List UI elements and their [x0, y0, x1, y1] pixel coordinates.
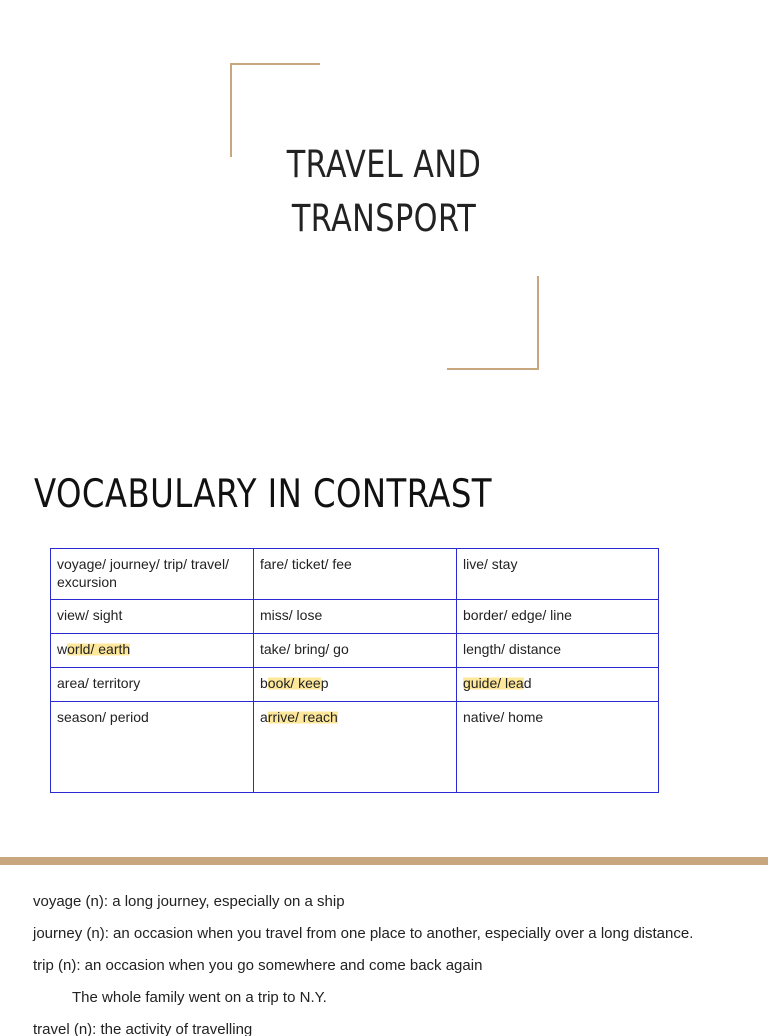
definition-voyage: voyage (n): a long journey, especially on a ship: [33, 893, 345, 910]
definitions-list: [33, 888, 753, 1036]
cell-text: p: [320, 675, 329, 691]
table-cell: border/ edge/ line: [457, 600, 659, 634]
section-heading: VOCABULARY IN CONTRAST: [34, 472, 493, 517]
table-cell: view/ sight: [51, 600, 254, 634]
definition-journey: journey (n): an occasion when you travel from one place to another, especially over a long distance.: [33, 925, 694, 942]
table-cell: area/ territory: [51, 668, 254, 702]
title-line-1: TRAVEL AND: [286, 143, 482, 186]
cell-text: d: [523, 675, 532, 691]
cell-text: a: [260, 709, 268, 725]
example-trip: The whole family went on a trip to N.Y.: [72, 989, 327, 1006]
table-row: [51, 634, 659, 668]
vocabulary-table: [50, 548, 659, 793]
table-row: [51, 549, 659, 600]
table-cell: live/ stay: [457, 549, 659, 600]
table-cell: miss/ lose: [254, 600, 457, 634]
table-cell: length/ distance: [457, 634, 659, 668]
highlighted-text: rrive/ reach: [267, 709, 338, 725]
highlighted-text: orld/ earth: [67, 641, 131, 657]
corner-bracket-bottom-right: [447, 276, 539, 370]
table-cell: [254, 702, 457, 793]
table-cell: season/ period: [51, 702, 254, 793]
page-divider: [0, 857, 768, 865]
definition-trip: trip (n): an occasion when you go somewhere and come back again: [33, 957, 483, 974]
table-row: [51, 668, 659, 702]
title-line-2: TRANSPORT: [291, 197, 477, 240]
table-cell: [51, 634, 254, 668]
cell-text: w: [57, 641, 68, 657]
table-cell: take/ bring/ go: [254, 634, 457, 668]
highlighted-text: ook/ kee: [267, 675, 321, 691]
table-row: [51, 600, 659, 634]
table-cell: voyage/ journey/ trip/ travel/ excursion: [51, 549, 254, 600]
page-title: [258, 138, 511, 246]
cell-text: b: [260, 675, 268, 691]
table-cell: [457, 668, 659, 702]
highlighted-text: guide/ lea: [463, 675, 524, 691]
table-cell: native/ home: [457, 702, 659, 793]
table-cell: [254, 668, 457, 702]
table-row: [51, 702, 659, 793]
table-cell: fare/ ticket/ fee: [254, 549, 457, 600]
definition-travel: travel (n): the activity of travelling: [33, 1021, 253, 1036]
